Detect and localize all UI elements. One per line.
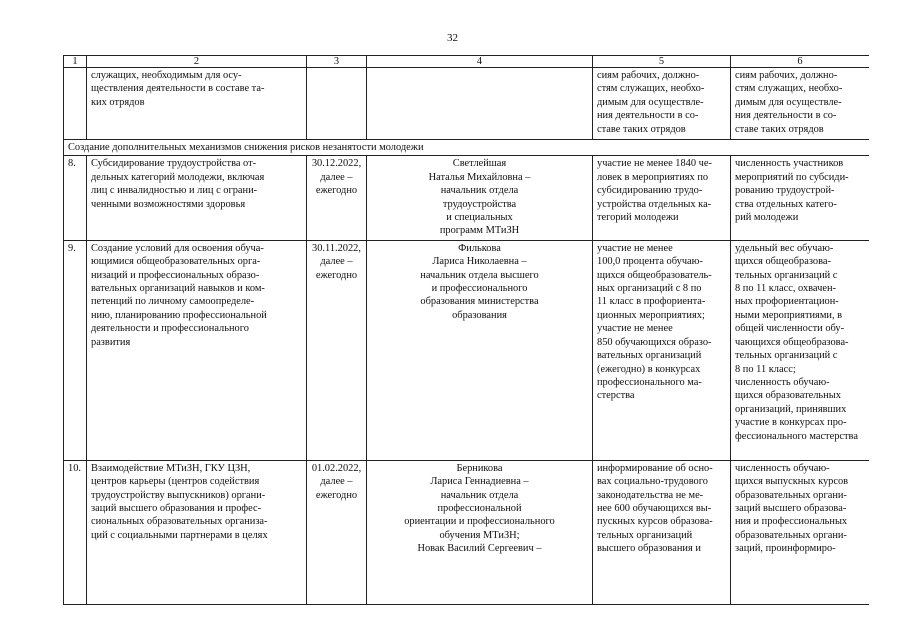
cell-activity: Взаимодействие МТиЗН, ГКУ ЦЗН, центров карьеры (центров содействия трудоустройству выпускников) органи- заций высшего образования и профес- сиональных образовательных организа- ций с социальными партнерами в целях [87,460,307,604]
cell-indicator: удельный вес обучаю- щихся общеобразова- тельных организаций с 8 по 11 класс, охвачен- ных профориентацион- ными мероприятиями, в общей численности обу- чающихся общеобразова- тельных организаций с 8 по 11 класс; численность обучаю- щихся образовательных организаций, принявших участие в конкурсах про- фессионального мастерства [731,240,870,460]
cell-num: 10. [64,460,87,604]
cell-num: 8. [64,156,87,240]
cell-deadline: 30.12.2022, далее – ежегодно [307,156,367,240]
cell-result: сиям рабочих, должно- стям служащих, необхо- димым для осуществле- ния деятельности в со- ставе таких отрядов [593,68,731,140]
cell-responsible: Светлейшая Наталья Михайловна – начальник отдела трудоустройства и специальных программ МТиЗН [367,156,593,240]
plan-table [63,55,869,605]
cell-responsible: Филькова Лариса Николаевна – начальник отдела высшего и профессионального образования министерства образования [367,240,593,460]
table-row-continuation [64,68,870,140]
table-row [64,156,870,240]
column-number-6: 6 [731,56,870,68]
cell-num [64,68,87,140]
cell-indicator: численность обучаю- щихся выпускных курсов образовательных органи- заций высшего образова- ния и профессиональных образовательных органи- заций, проинформиро- [731,460,870,604]
cell-responsible: Берникова Лариса Геннадиевна – начальник отдела профессиональной ориентации и профессионального обучения МТиЗН; Новак Василий Сергеевич – [367,460,593,604]
cell-deadline: 30.11.2022, далее – ежегодно [307,240,367,460]
cell-indicator: численность участников мероприятий по субсиди- рованию трудоустрой- ства отдельных катего- рий молодежи [731,156,870,240]
cell-deadline: 01.02.2022, далее – ежегодно [307,460,367,604]
cell-result: участие не менее 1840 че- ловек в мероприятиях по субсидированию трудо- устройства отдельных ка- тегорий молодежи [593,156,731,240]
cell-responsible [367,68,593,140]
cell-indicator: сиям рабочих, должно- стям служащих, необхо- димым для осуществле- ния деятельности в со- ставе таких отрядов [731,68,870,140]
cell-activity: служащих, необходимым для осу- ществления деятельности в составе та- ких отрядов [87,68,307,140]
plan-table-container [63,55,869,640]
column-number-5: 5 [593,56,731,68]
section-title: Создание дополнительных механизмов снижения рисков незанятости молодежи [64,140,870,156]
table-row [64,240,870,460]
cell-result: информирование об осно- вах социально-трудового законодательства не ме- нее 600 обучающихся вы- пускных курсов образова- тельных организаций высшего образования и [593,460,731,604]
cell-activity: Субсидирование трудоустройства от- дельных категорий молодежи, включая лиц с инвалидностью и лиц с ограни- ченными возможностями здоровья [87,156,307,240]
column-number-row [64,56,870,68]
cell-result: участие не менее 100,0 процента обучаю- щихся общеобразователь- ных организаций с 8 по 11 класс в профориента- ционных мероприятиях; участие не менее 850 обучающихся образо- вательных организаций (ежегодно) в конкурсах профессионального ма- стерства [593,240,731,460]
cell-deadline [307,68,367,140]
cell-activity: Создание условий для освоения обуча- ющимися общеобразовательных орга- низаций и профессиональных образо- вательных организаций навыков и ком- петенций по личному самоопределе- нию, планированию профессиональной деятельности и профессионального развития [87,240,307,460]
column-number-3: 3 [307,56,367,68]
column-number-4: 4 [367,56,593,68]
table-row [64,460,870,604]
column-number-1: 1 [64,56,87,68]
cell-num: 9. [64,240,87,460]
section-row [64,140,870,156]
column-number-2: 2 [87,56,307,68]
page-number: 32 [447,32,458,44]
